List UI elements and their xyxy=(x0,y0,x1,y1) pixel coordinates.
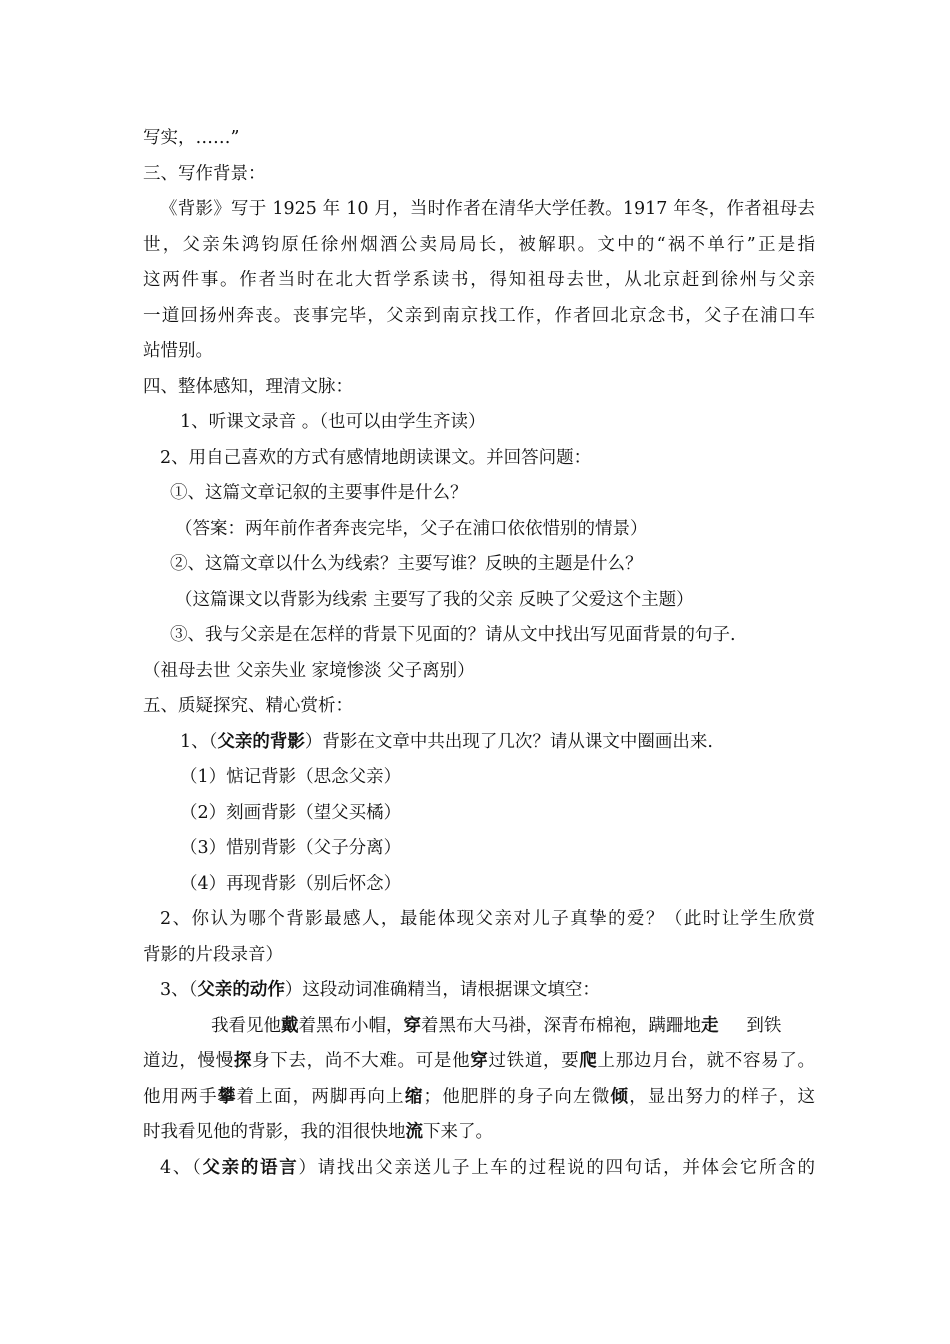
text-span: 身下去，尚不大难。可是他 xyxy=(252,1051,471,1071)
sub-question: ②、这篇文章以什么为线索？主要写谁？反映的主题是什么？ xyxy=(170,554,643,574)
passage-line xyxy=(143,1115,815,1151)
text-span: 他用两手 xyxy=(143,1086,218,1107)
text-span: ，显出努力的样子，这 xyxy=(629,1086,815,1107)
sub-question: ①、这篇文章记叙的主要事件是什么？ xyxy=(170,483,468,503)
text-span: 3、（ xyxy=(160,980,198,1000)
list-item: （1）惦记背影（思念父亲） xyxy=(180,767,402,787)
text-span: 时我看见他的背影，我的泪很快地 xyxy=(143,1122,406,1142)
text-span: 1、（ xyxy=(180,731,218,752)
verb-highlight: 爬 xyxy=(579,1051,598,1071)
text-span: 我看见他 xyxy=(211,1015,281,1036)
section-heading-5: 五、质疑探究、精心赏析： xyxy=(143,696,353,716)
question-item: 2、用自己喜欢的方式有感情地朗读课文。并回答问题： xyxy=(160,447,592,468)
bold-topic: 父亲的语言 xyxy=(202,1157,299,1178)
verb-highlight: 穿 xyxy=(470,1051,489,1071)
sub-question: ③、我与父亲是在怎样的背景下见面的？请从文中找出写见面背景的句子. xyxy=(170,625,736,645)
passage-line xyxy=(143,1044,815,1080)
document-page xyxy=(143,121,815,1186)
question-item xyxy=(143,973,815,1009)
answer-line: （祖母去世 父亲失业 家境惨淡 父子离别） xyxy=(143,660,475,681)
list-item: （3）惜别背影（父子分离） xyxy=(180,838,402,858)
text-span: 过铁道，要 xyxy=(488,1051,580,1071)
text-span: 着黑布大马褂，深青布棉袍，蹒跚地 xyxy=(421,1015,701,1036)
text-span: ；他肥胖的身子向左微 xyxy=(423,1086,611,1107)
text-span: 道边，慢慢 xyxy=(143,1051,234,1071)
passage-line xyxy=(143,1080,815,1116)
text-span: 4、（ xyxy=(160,1157,203,1178)
answer-line: （答案：两年前作者奔丧完毕，父子在浦口依依惜别的情景） xyxy=(175,518,648,539)
text-span: 下来了。 xyxy=(423,1122,493,1142)
answer-line: （这篇课文以背影为线索 主要写了我的父亲 反映了父爱这个主题） xyxy=(175,589,694,610)
text-span: 到铁 xyxy=(718,1015,782,1036)
question-item xyxy=(143,1151,815,1187)
verb-highlight: 攀 xyxy=(217,1086,237,1107)
text-span: 着黑布小帽， xyxy=(298,1015,404,1036)
paragraph-line: 《背影》写于 1925 年 10 月，当时作者在清华大学任教。1917 年冬，作者祖母去 xyxy=(160,199,815,219)
verb-highlight: 缩 xyxy=(404,1086,424,1107)
paragraph-line: 站惜别。 xyxy=(143,341,213,361)
paragraph-line: 一道回扬州奔丧。丧事完毕，父亲到南京找工作，作者回北京念书，父子在浦口车 xyxy=(143,305,815,326)
question-item xyxy=(143,725,815,761)
text-span: ）请找出父亲送儿子上车的过程说的四句话，并体会它所含的 xyxy=(298,1157,815,1178)
section-heading-4: 四、整体感知，理清文脉： xyxy=(143,376,353,397)
bold-topic: 父亲的动作 xyxy=(197,980,285,1000)
text-span: 着上面，两脚再向上 xyxy=(236,1086,405,1107)
verb-highlight: 流 xyxy=(405,1122,423,1142)
question-item: 背影的片段录音） xyxy=(143,944,283,965)
section-heading-3: 三、写作背景： xyxy=(143,163,266,184)
verb-highlight: 走 xyxy=(701,1015,719,1036)
verb-highlight: 探 xyxy=(233,1051,253,1071)
verb-highlight: 戴 xyxy=(281,1015,299,1036)
passage-line xyxy=(143,1009,815,1045)
question-item: 2、你认为哪个背影最感人，最能体现父亲对儿子真挚的爱？（此时让学生欣赏 xyxy=(160,909,815,929)
verb-highlight: 穿 xyxy=(403,1015,421,1036)
text-span: 上那边月台，就不容易了。 xyxy=(597,1051,815,1071)
text-span: ）这段动词准确精当，请根据课文填空： xyxy=(284,980,600,1000)
question-item: 1、听课文录音 。（也可以由学生齐读） xyxy=(180,412,486,432)
verb-highlight: 倾 xyxy=(610,1086,630,1107)
list-item: （4）再现背影（别后怀念） xyxy=(180,873,402,894)
paragraph-line: 世，父亲朱鸿钧原任徐州烟酒公卖局局长，被解职。文中的“祸不单行”正是指 xyxy=(143,234,815,255)
list-item: （2）刻画背影（望父买橘） xyxy=(180,802,402,823)
text-span: ）背影在文章中共出现了几次？请从课文中圈画出来. xyxy=(304,731,713,752)
bold-topic: 父亲的背影 xyxy=(217,731,305,752)
paragraph-line: 这两件事。作者当时在北大哲学系读书，得知祖母去世，从北京赶到徐州与父亲 xyxy=(143,270,815,290)
text-line: 写实，……” xyxy=(143,128,240,148)
